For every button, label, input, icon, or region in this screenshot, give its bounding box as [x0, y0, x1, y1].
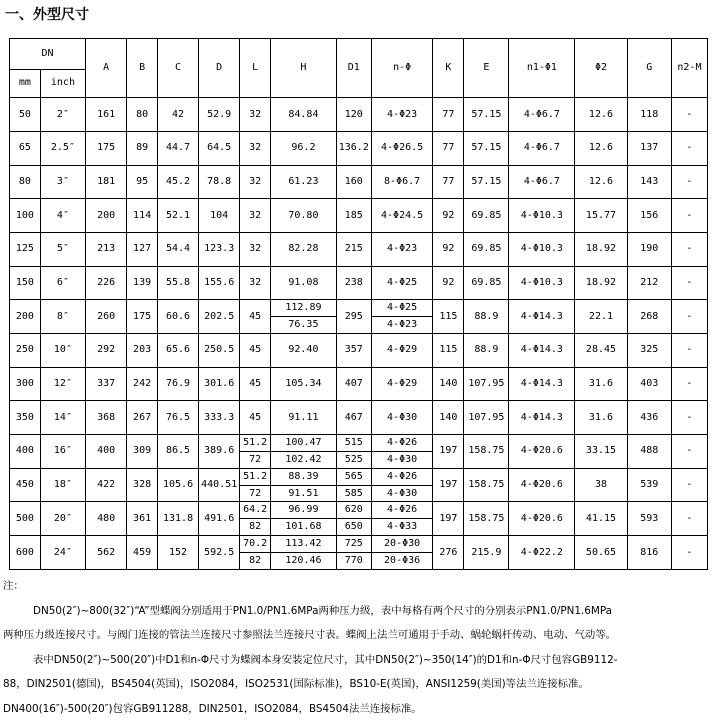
cell-h: 76.35	[271, 317, 337, 334]
cell-d1: 525	[336, 451, 371, 468]
cell-b: 114	[127, 199, 158, 233]
cell-h: 120.46	[271, 552, 337, 569]
cell-b: 80	[127, 98, 158, 132]
header-n2-m: n2-M	[671, 39, 707, 98]
cell-e: 69.85	[464, 232, 509, 266]
cell-d: 202.5	[199, 300, 240, 334]
cell-k: 197	[433, 435, 464, 469]
cell-d1: 295	[336, 300, 371, 334]
cell-c: 60.6	[158, 300, 199, 334]
cell-g: 156	[627, 199, 671, 233]
cell-mm: 50	[10, 98, 41, 132]
note-line: 表中DN50(2″)~500(20″)中D1和n-Φ尺寸为蝶阀本身安装定位尺寸，其中DN50(2″)~350(14″)的D1和n-Φ尺寸包容GB9112-	[33, 653, 618, 666]
cell-inch: 14″	[40, 401, 85, 435]
cell-n2-m: -	[671, 468, 707, 502]
cell-n2-m: -	[671, 334, 707, 368]
cell-n2-m: -	[671, 367, 707, 401]
cell-d: 592.5	[199, 536, 240, 570]
cell-g: 816	[627, 536, 671, 570]
cell-mm: 150	[10, 266, 41, 300]
cell-mm: 65	[10, 131, 41, 165]
cell-mm: 125	[10, 232, 41, 266]
cell-g: 539	[627, 468, 671, 502]
cell-e: 69.85	[464, 199, 509, 233]
cell-g: 212	[627, 266, 671, 300]
cell-k: 92	[433, 232, 464, 266]
cell-h: 61.23	[271, 165, 337, 199]
cell-b: 267	[127, 401, 158, 435]
section-title: 一、外型尺寸	[5, 7, 89, 23]
cell-n1-phi1: 4-Φ14.3	[509, 334, 575, 368]
cell-d: 440.51	[199, 468, 240, 502]
cell-phi2: 41.15	[575, 502, 627, 536]
cell-inch: 4″	[40, 199, 85, 233]
cell-phi2: 18.92	[575, 266, 627, 300]
cell-k: 115	[433, 334, 464, 368]
cell-b: 89	[127, 131, 158, 165]
note-line: 88，DIN2501(德国)，BS4504(英国)，ISO2084，ISO2531(国际标准)，BS10-E(英国)，ANSI1259(美国)等法兰连接标准。	[3, 678, 589, 690]
cell-d: 301.6	[199, 367, 240, 401]
cell-n2-m: -	[671, 502, 707, 536]
cell-a: 161	[86, 98, 127, 132]
header-g: G	[627, 39, 671, 98]
cell-h: 112.89	[271, 300, 337, 317]
cell-n2-m: -	[671, 165, 707, 199]
cell-l: 51.2	[240, 435, 271, 452]
table-row	[10, 502, 708, 519]
cell-e: 57.15	[464, 98, 509, 132]
table-row	[10, 98, 708, 132]
cell-d: 491.6	[199, 502, 240, 536]
cell-n-phi: 4-Φ30	[371, 451, 433, 468]
cell-k: 140	[433, 367, 464, 401]
notes-label: 注：	[3, 580, 24, 592]
cell-h: 91.11	[271, 401, 337, 435]
header-mm: mm	[10, 69, 41, 98]
cell-a: 260	[86, 300, 127, 334]
cell-g: 488	[627, 435, 671, 469]
cell-inch: 10″	[40, 334, 85, 368]
cell-mm: 80	[10, 165, 41, 199]
header-b: B	[127, 39, 158, 98]
cell-phi2: 12.6	[575, 131, 627, 165]
cell-inch: 3″	[40, 165, 85, 199]
header-n1-phi1: n1-Φ1	[509, 39, 575, 98]
cell-n1-phi1: 4-Φ22.2	[509, 536, 575, 570]
cell-phi2: 18.92	[575, 232, 627, 266]
cell-g: 137	[627, 131, 671, 165]
cell-n-phi: 20-Φ30	[371, 536, 433, 553]
cell-k: 140	[433, 401, 464, 435]
cell-n-phi: 4-Φ29	[371, 334, 433, 368]
cell-d1: 770	[336, 552, 371, 569]
cell-phi2: 15.77	[575, 199, 627, 233]
header-row-1	[10, 39, 708, 70]
cell-e: 69.85	[464, 266, 509, 300]
cell-inch: 24″	[40, 536, 85, 570]
header-d1: D1	[336, 39, 371, 98]
cell-phi2: 12.6	[575, 98, 627, 132]
cell-h: 105.34	[271, 367, 337, 401]
cell-c: 52.1	[158, 199, 199, 233]
cell-e: 107.95	[464, 401, 509, 435]
cell-n-phi: 4-Φ23	[371, 317, 433, 334]
cell-l: 45	[240, 401, 271, 435]
cell-b: 127	[127, 232, 158, 266]
header-inch: inch	[40, 69, 85, 98]
cell-phi2: 38	[575, 468, 627, 502]
cell-inch: 8″	[40, 300, 85, 334]
cell-n2-m: -	[671, 232, 707, 266]
header-n-phi: n-Φ	[371, 39, 433, 98]
cell-a: 400	[86, 435, 127, 469]
cell-g: 436	[627, 401, 671, 435]
cell-g: 190	[627, 232, 671, 266]
cell-e: 215.9	[464, 536, 509, 570]
cell-n2-m: -	[671, 401, 707, 435]
table-row	[10, 401, 708, 435]
cell-n-phi: 4-Φ24.5	[371, 199, 433, 233]
cell-c: 54.4	[158, 232, 199, 266]
cell-h: 96.99	[271, 502, 337, 519]
cell-d1: 407	[336, 367, 371, 401]
cell-phi2: 12.6	[575, 165, 627, 199]
cell-k: 197	[433, 468, 464, 502]
cell-e: 158.75	[464, 435, 509, 469]
table-row	[10, 536, 708, 553]
cell-n2-m: -	[671, 131, 707, 165]
cell-n-phi: 8-Φ6.7	[371, 165, 433, 199]
header-l: L	[240, 39, 271, 98]
cell-d1: 120	[336, 98, 371, 132]
cell-mm: 450	[10, 468, 41, 502]
cell-n2-m: -	[671, 266, 707, 300]
cell-n1-phi1: 4-Φ10.3	[509, 232, 575, 266]
header-d: D	[199, 39, 240, 98]
cell-a: 422	[86, 468, 127, 502]
cell-c: 152	[158, 536, 199, 570]
cell-b: 242	[127, 367, 158, 401]
cell-l: 82	[240, 519, 271, 536]
cell-l: 51.2	[240, 468, 271, 485]
cell-n2-m: -	[671, 536, 707, 570]
cell-k: 276	[433, 536, 464, 570]
cell-phi2: 31.6	[575, 401, 627, 435]
cell-n-phi: 4-Φ30	[371, 401, 433, 435]
cell-b: 203	[127, 334, 158, 368]
cell-l: 45	[240, 300, 271, 334]
cell-g: 593	[627, 502, 671, 536]
cell-a: 292	[86, 334, 127, 368]
table-row	[10, 367, 708, 401]
cell-phi2: 28.45	[575, 334, 627, 368]
header-k: K	[433, 39, 464, 98]
cell-g: 118	[627, 98, 671, 132]
cell-a: 213	[86, 232, 127, 266]
cell-a: 226	[86, 266, 127, 300]
cell-a: 562	[86, 536, 127, 570]
cell-h: 70.80	[271, 199, 337, 233]
cell-d1: 357	[336, 334, 371, 368]
note-line: DN400(16″)-500(20″)包容GB911288，DIN2501，ISO2084，BS4504法兰连接标准。	[3, 702, 422, 715]
cell-e: 57.15	[464, 165, 509, 199]
cell-d: 123.3	[199, 232, 240, 266]
cell-d1: 238	[336, 266, 371, 300]
note-line: DN50(2″)~800(32″)“A”型蝶阀分别适用于PN1.0/PN1.6MPa两种压力级，表中每格有两个尺寸的分别表示PN1.0/PN1.6MPa	[33, 604, 613, 617]
cell-d: 104	[199, 199, 240, 233]
cell-inch: 18″	[40, 468, 85, 502]
cell-mm: 200	[10, 300, 41, 334]
cell-b: 139	[127, 266, 158, 300]
cell-mm: 350	[10, 401, 41, 435]
cell-h: 102.42	[271, 451, 337, 468]
cell-a: 175	[86, 131, 127, 165]
cell-d1: 650	[336, 519, 371, 536]
table-body	[10, 39, 708, 570]
cell-l: 32	[240, 98, 271, 132]
cell-d: 78.8	[199, 165, 240, 199]
cell-n1-phi1: 4-Φ14.3	[509, 401, 575, 435]
cell-g: 403	[627, 367, 671, 401]
cell-e: 88.9	[464, 300, 509, 334]
header-h: H	[271, 39, 337, 98]
cell-phi2: 22.1	[575, 300, 627, 334]
cell-n1-phi1: 4-Φ6.7	[509, 131, 575, 165]
cell-inch: 6″	[40, 266, 85, 300]
cell-l: 82	[240, 552, 271, 569]
cell-d: 389.6	[199, 435, 240, 469]
cell-e: 57.15	[464, 131, 509, 165]
cell-mm: 400	[10, 435, 41, 469]
cell-d1: 467	[336, 401, 371, 435]
cell-a: 181	[86, 165, 127, 199]
table-row	[10, 131, 708, 165]
cell-inch: 20″	[40, 502, 85, 536]
cell-k: 197	[433, 502, 464, 536]
cell-c: 131.8	[158, 502, 199, 536]
cell-c: 105.6	[158, 468, 199, 502]
cell-c: 45.2	[158, 165, 199, 199]
cell-n-phi: 20-Φ36	[371, 552, 433, 569]
cell-n2-m: -	[671, 300, 707, 334]
cell-phi2: 50.65	[575, 536, 627, 570]
cell-h: 101.68	[271, 519, 337, 536]
cell-e: 88.9	[464, 334, 509, 368]
cell-g: 325	[627, 334, 671, 368]
cell-l: 32	[240, 232, 271, 266]
cell-c: 55.8	[158, 266, 199, 300]
cell-l: 70.2	[240, 536, 271, 553]
cell-d1: 215	[336, 232, 371, 266]
cell-h: 91.51	[271, 485, 337, 502]
table-row	[10, 435, 708, 452]
cell-d1: 725	[336, 536, 371, 553]
cell-l: 32	[240, 266, 271, 300]
cell-k: 77	[433, 98, 464, 132]
cell-n1-phi1: 4-Φ10.3	[509, 199, 575, 233]
cell-h: 92.40	[271, 334, 337, 368]
cell-d1: 515	[336, 435, 371, 452]
cell-l: 72	[240, 485, 271, 502]
cell-n2-m: -	[671, 435, 707, 469]
cell-n-phi: 4-Φ26	[371, 468, 433, 485]
cell-n-phi: 4-Φ26.5	[371, 131, 433, 165]
cell-l: 45	[240, 334, 271, 368]
header-a: A	[86, 39, 127, 98]
cell-k: 77	[433, 165, 464, 199]
cell-k: 92	[433, 199, 464, 233]
cell-d1: 620	[336, 502, 371, 519]
cell-b: 328	[127, 468, 158, 502]
cell-c: 76.9	[158, 367, 199, 401]
dimensions-table	[9, 38, 708, 570]
cell-l: 45	[240, 367, 271, 401]
table-row	[10, 334, 708, 368]
header-phi2: Φ2	[575, 39, 627, 98]
cell-phi2: 33.15	[575, 435, 627, 469]
header-e: E	[464, 39, 509, 98]
cell-h: 100.47	[271, 435, 337, 452]
cell-h: 84.84	[271, 98, 337, 132]
cell-l: 32	[240, 199, 271, 233]
cell-mm: 100	[10, 199, 41, 233]
header-dn: DN	[10, 39, 86, 70]
cell-n-phi: 4-Φ26	[371, 435, 433, 452]
cell-e: 107.95	[464, 367, 509, 401]
cell-h: 82.28	[271, 232, 337, 266]
cell-mm: 600	[10, 536, 41, 570]
cell-inch: 5″	[40, 232, 85, 266]
cell-n-phi: 4-Φ23	[371, 98, 433, 132]
notes	[3, 574, 711, 721]
cell-c: 86.5	[158, 435, 199, 469]
cell-c: 44.7	[158, 131, 199, 165]
cell-b: 95	[127, 165, 158, 199]
cell-k: 77	[433, 131, 464, 165]
cell-l: 32	[240, 131, 271, 165]
cell-inch: 2.5″	[40, 131, 85, 165]
cell-d1: 185	[336, 199, 371, 233]
cell-mm: 500	[10, 502, 41, 536]
cell-n1-phi1: 4-Φ20.6	[509, 468, 575, 502]
cell-c: 76.5	[158, 401, 199, 435]
cell-b: 175	[127, 300, 158, 334]
cell-b: 361	[127, 502, 158, 536]
cell-n-phi: 4-Φ29	[371, 367, 433, 401]
cell-inch: 2″	[40, 98, 85, 132]
cell-n-phi: 4-Φ23	[371, 232, 433, 266]
cell-phi2: 31.6	[575, 367, 627, 401]
cell-a: 368	[86, 401, 127, 435]
note-line: 两种压力级连接尺寸。与阀门连接的管法兰连接尺寸参照法兰连接尺寸表。蝶阀上法兰可通用于手动、蜗轮蜗杆传动、电动、气动等。	[3, 629, 617, 641]
cell-mm: 300	[10, 367, 41, 401]
cell-e: 158.75	[464, 502, 509, 536]
cell-d: 64.5	[199, 131, 240, 165]
cell-b: 459	[127, 536, 158, 570]
cell-a: 480	[86, 502, 127, 536]
cell-h: 91.08	[271, 266, 337, 300]
table-row	[10, 232, 708, 266]
cell-d1: 565	[336, 468, 371, 485]
cell-n1-phi1: 4-Φ14.3	[509, 300, 575, 334]
table-row	[10, 300, 708, 317]
cell-k: 115	[433, 300, 464, 334]
table-row	[10, 468, 708, 485]
cell-n1-phi1: 4-Φ20.6	[509, 502, 575, 536]
cell-b: 309	[127, 435, 158, 469]
cell-a: 337	[86, 367, 127, 401]
table-row	[10, 165, 708, 199]
table-row	[10, 266, 708, 300]
cell-c: 65.6	[158, 334, 199, 368]
cell-inch: 16″	[40, 435, 85, 469]
cell-n1-phi1: 4-Φ14.3	[509, 367, 575, 401]
cell-d: 52.9	[199, 98, 240, 132]
cell-g: 268	[627, 300, 671, 334]
cell-l: 32	[240, 165, 271, 199]
cell-k: 92	[433, 266, 464, 300]
cell-n1-phi1: 4-Φ10.3	[509, 266, 575, 300]
cell-n-phi: 4-Φ26	[371, 502, 433, 519]
cell-n-phi: 4-Φ25	[371, 300, 433, 317]
cell-inch: 12″	[40, 367, 85, 401]
cell-d: 155.6	[199, 266, 240, 300]
cell-n-phi: 4-Φ25	[371, 266, 433, 300]
header-c: C	[158, 39, 199, 98]
cell-e: 158.75	[464, 468, 509, 502]
cell-n1-phi1: 4-Φ6.7	[509, 165, 575, 199]
cell-mm: 250	[10, 334, 41, 368]
cell-d1: 136.2	[336, 131, 371, 165]
cell-h: 113.42	[271, 536, 337, 553]
cell-d1: 160	[336, 165, 371, 199]
cell-l: 72	[240, 451, 271, 468]
cell-c: 42	[158, 98, 199, 132]
cell-d1: 585	[336, 485, 371, 502]
cell-l: 64.2	[240, 502, 271, 519]
cell-n1-phi1: 4-Φ20.6	[509, 435, 575, 469]
cell-h: 88.39	[271, 468, 337, 485]
cell-n1-phi1: 4-Φ6.7	[509, 98, 575, 132]
cell-h: 96.2	[271, 131, 337, 165]
table-row	[10, 199, 708, 233]
cell-d: 333.3	[199, 401, 240, 435]
cell-g: 143	[627, 165, 671, 199]
cell-d: 250.5	[199, 334, 240, 368]
cell-n2-m: -	[671, 199, 707, 233]
cell-n-phi: 4-Φ33	[371, 519, 433, 536]
cell-a: 200	[86, 199, 127, 233]
cell-n-phi: 4-Φ30	[371, 485, 433, 502]
cell-n2-m: -	[671, 98, 707, 132]
